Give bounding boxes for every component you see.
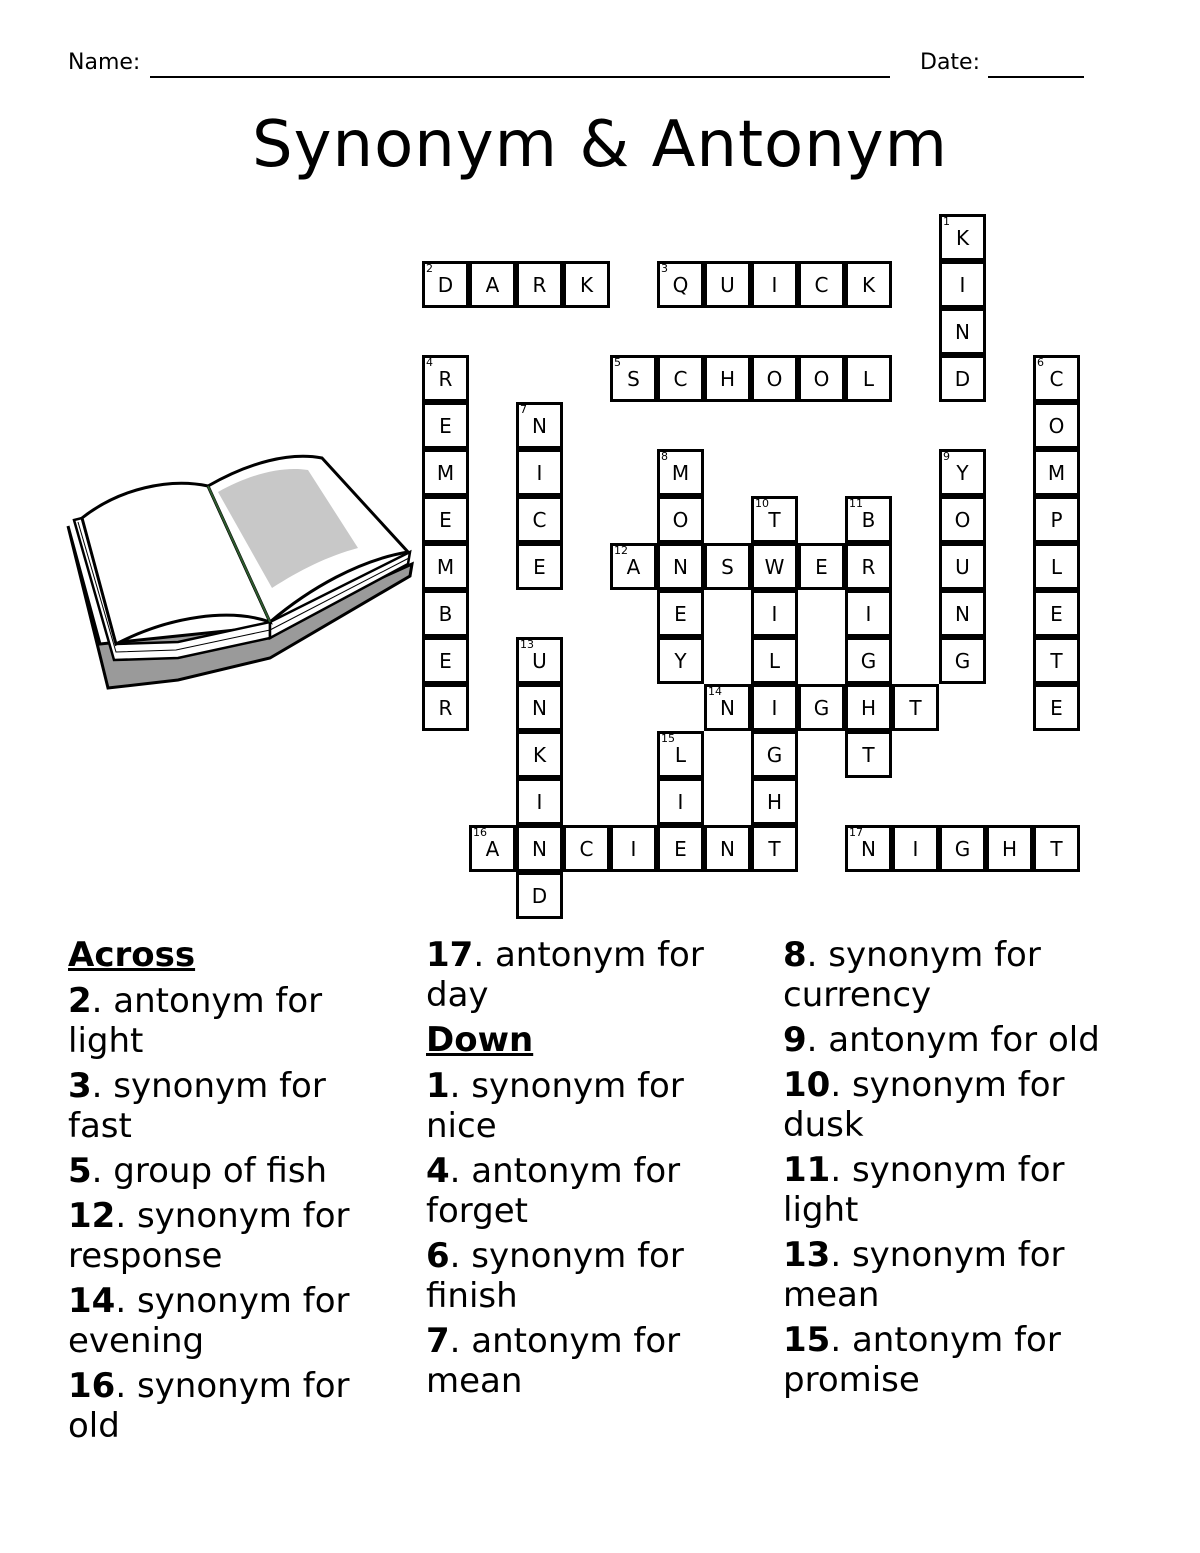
crossword-cell[interactable] <box>704 684 751 731</box>
crossword-cell[interactable] <box>469 261 516 308</box>
crossword-cell[interactable] <box>422 590 469 637</box>
name-label: Name: <box>68 50 141 75</box>
cell-letter: P <box>1050 508 1063 532</box>
cell-letter: G <box>766 743 783 767</box>
cell-letter: C <box>579 837 594 861</box>
cell-letter: I <box>677 790 684 814</box>
cell-letter: O <box>813 367 830 391</box>
clue-item: 4. antonym for forget <box>426 1151 681 1231</box>
cell-letter: E <box>533 555 546 579</box>
cell-letter: C <box>814 273 829 297</box>
cell-letter: H <box>719 367 736 391</box>
cell-letter: O <box>954 508 971 532</box>
cell-letter: N <box>955 320 970 344</box>
cell-letter: D <box>437 273 454 297</box>
cell-letter: K <box>579 273 594 297</box>
clue-item-number: 14 <box>68 1281 116 1321</box>
clue-item-text: antonym for forget <box>426 1151 681 1231</box>
clue-item: 13. synonym for mean <box>783 1235 1065 1315</box>
crossword-cell[interactable] <box>751 825 798 872</box>
clues-column-2 <box>426 935 756 1406</box>
crossword-cell[interactable] <box>657 637 704 684</box>
crossword-cell[interactable] <box>939 355 986 402</box>
clue-item: 6. synonym for finish <box>426 1236 684 1316</box>
crossword-cell[interactable] <box>422 355 469 402</box>
clue-item-text: antonym for old <box>828 1020 1100 1060</box>
crossword-cell[interactable] <box>704 355 751 402</box>
crossword-cell[interactable] <box>657 261 704 308</box>
cell-letter: Y <box>956 461 969 485</box>
crossword-cell[interactable] <box>422 637 469 684</box>
clue-item-number: 2 <box>68 981 92 1021</box>
clue-number: 17 <box>849 826 863 839</box>
crossword-cell[interactable] <box>1033 402 1080 449</box>
crossword-cell[interactable] <box>422 543 469 590</box>
crossword-cell[interactable] <box>845 355 892 402</box>
cell-letter: H <box>766 790 783 814</box>
crossword-cell[interactable] <box>563 825 610 872</box>
crossword-cell[interactable] <box>845 684 892 731</box>
cell-letter: E <box>815 555 828 579</box>
cell-letter: M <box>1047 461 1066 485</box>
crossword-cell[interactable] <box>516 872 563 919</box>
crossword-cell[interactable] <box>939 308 986 355</box>
cell-letter: L <box>862 367 875 391</box>
crossword-cell[interactable] <box>1033 355 1080 402</box>
cell-letter: E <box>674 837 687 861</box>
across-clue-list <box>68 981 398 1446</box>
crossword-cell[interactable] <box>704 261 751 308</box>
crossword-cell[interactable] <box>1033 637 1080 684</box>
cell-letter: L <box>674 743 687 767</box>
clue-number: 13 <box>520 638 534 651</box>
cell-letter: I <box>536 790 543 814</box>
crossword-cell[interactable] <box>610 825 657 872</box>
crossword-cell[interactable] <box>422 449 469 496</box>
cell-letter: T <box>862 743 875 767</box>
crossword-cell[interactable] <box>845 825 892 872</box>
crossword-cell[interactable] <box>657 496 704 543</box>
crossword-cell[interactable] <box>516 261 563 308</box>
crossword-cell[interactable] <box>939 543 986 590</box>
page-title: Synonym & Antonym <box>252 108 948 182</box>
across-heading: Across <box>68 935 196 975</box>
across-clue-list-continued <box>426 935 756 1015</box>
clue-item-number: 9 <box>783 1020 807 1060</box>
crossword-cell[interactable] <box>751 637 798 684</box>
clue-item-number: 4 <box>426 1151 450 1191</box>
crossword-cell[interactable] <box>751 261 798 308</box>
cell-letter: E <box>1050 602 1063 626</box>
clue-number: 4 <box>426 356 433 369</box>
crossword-cell[interactable] <box>939 261 986 308</box>
crossword-cell[interactable] <box>751 731 798 778</box>
clue-item-number: 15 <box>783 1320 831 1360</box>
down-clue-list-continued <box>783 935 1113 1400</box>
cell-letter: E <box>674 602 687 626</box>
cell-letter: K <box>955 226 970 250</box>
crossword-cell[interactable] <box>1033 496 1080 543</box>
crossword-cell[interactable] <box>704 825 751 872</box>
cell-letter: T <box>909 696 922 720</box>
clue-item-number: 5 <box>68 1151 92 1191</box>
clue-item: 14. synonym for evening <box>68 1281 350 1361</box>
crossword-cell[interactable] <box>516 402 563 449</box>
clue-item-text: antonym for day <box>426 935 704 1015</box>
clue-number: 11 <box>849 497 863 510</box>
cell-letter: I <box>865 602 872 626</box>
cell-letter: I <box>536 461 543 485</box>
clue-item-text: synonym for finish <box>426 1236 684 1316</box>
clue-item-text: synonym for fast <box>68 1066 326 1146</box>
cell-letter: N <box>673 555 688 579</box>
crossword-cell[interactable] <box>939 590 986 637</box>
clue-number: 10 <box>755 497 769 510</box>
crossword-cell[interactable] <box>1033 684 1080 731</box>
crossword-cell[interactable] <box>892 684 939 731</box>
clue-item-text: antonym for light <box>68 981 323 1061</box>
clue-number: 16 <box>473 826 487 839</box>
cell-letter: S <box>627 367 640 391</box>
cell-letter: N <box>532 837 547 861</box>
crossword-cell[interactable] <box>751 778 798 825</box>
clue-number: 6 <box>1037 356 1044 369</box>
cell-letter: M <box>436 555 455 579</box>
crossword-cell[interactable] <box>939 825 986 872</box>
crossword-cell[interactable] <box>657 825 704 872</box>
cell-letter: G <box>954 649 971 673</box>
clue-item: 10. synonym for dusk <box>783 1065 1065 1145</box>
cell-letter: M <box>436 461 455 485</box>
clue-number: 12 <box>614 544 628 557</box>
cell-letter: U <box>955 555 970 579</box>
crossword-cell[interactable] <box>422 684 469 731</box>
clue-item: 1. synonym for nice <box>426 1066 684 1146</box>
cell-letter: H <box>1001 837 1018 861</box>
crossword-cell[interactable] <box>845 731 892 778</box>
crossword-cell[interactable] <box>610 355 657 402</box>
cell-letter: U <box>532 649 547 673</box>
cell-letter: L <box>768 649 781 673</box>
crossword-cell[interactable] <box>469 825 516 872</box>
clue-item-text: synonym for mean <box>783 1235 1065 1315</box>
clue-item: 9. antonym for old <box>783 1020 1100 1060</box>
crossword-cell[interactable] <box>939 637 986 684</box>
clue-item-text: synonym for light <box>783 1150 1065 1230</box>
cell-letter: N <box>861 837 876 861</box>
cell-letter: I <box>912 837 919 861</box>
cell-letter: B <box>438 602 453 626</box>
clue-item: 5. group of fish <box>68 1151 328 1191</box>
cell-letter: I <box>771 696 778 720</box>
cell-letter: T <box>1050 837 1063 861</box>
clue-item: 15. antonym for promise <box>783 1320 1061 1400</box>
cell-letter: I <box>771 273 778 297</box>
clue-number: 14 <box>708 685 722 698</box>
cell-letter: G <box>813 696 830 720</box>
clue-item-number: 13 <box>783 1235 831 1275</box>
clue-item-number: 1 <box>426 1066 450 1106</box>
cell-letter: I <box>959 273 966 297</box>
crossword-cell[interactable] <box>563 261 610 308</box>
cell-letter: L <box>1050 555 1063 579</box>
cell-letter: I <box>630 837 637 861</box>
clue-item: 7. antonym for mean <box>426 1321 681 1401</box>
cell-letter: D <box>531 884 548 908</box>
cell-letter: M <box>671 461 690 485</box>
crossword-cell[interactable] <box>657 355 704 402</box>
clue-number: 15 <box>661 732 675 745</box>
cell-letter: B <box>861 508 876 532</box>
clue-item-text: synonym for old <box>68 1366 350 1446</box>
crossword-cell[interactable] <box>1033 825 1080 872</box>
crossword-cell[interactable] <box>751 543 798 590</box>
clue-item: 2. antonym for light <box>68 981 323 1061</box>
clue-item-text: synonym for dusk <box>783 1065 1065 1145</box>
cell-letter: U <box>720 273 735 297</box>
down-heading: Down <box>426 1020 534 1060</box>
crossword-cell[interactable] <box>751 355 798 402</box>
clue-item-number: 17 <box>426 935 474 975</box>
cell-letter: N <box>955 602 970 626</box>
clue-number: 1 <box>943 215 950 228</box>
cell-letter: E <box>439 649 452 673</box>
cell-letter: C <box>673 367 688 391</box>
cell-letter: O <box>672 508 689 532</box>
cell-letter: O <box>1048 414 1065 438</box>
crossword-cell[interactable] <box>657 543 704 590</box>
cell-letter: E <box>439 508 452 532</box>
clues-column-1 <box>68 935 398 1451</box>
cell-letter: R <box>532 273 547 297</box>
cell-letter: I <box>771 602 778 626</box>
crossword-cell[interactable] <box>422 496 469 543</box>
crossword-cell[interactable] <box>516 637 563 684</box>
crossword-cell[interactable] <box>657 449 704 496</box>
crossword-cell[interactable] <box>516 825 563 872</box>
crossword-cell[interactable] <box>1033 543 1080 590</box>
cell-letter: A <box>485 273 500 297</box>
clue-item-number: 11 <box>783 1150 831 1190</box>
crossword-cell[interactable] <box>939 214 986 261</box>
crossword-cell[interactable] <box>751 590 798 637</box>
crossword-cell[interactable] <box>751 684 798 731</box>
crossword-cell[interactable] <box>986 825 1033 872</box>
crossword-cell[interactable] <box>845 261 892 308</box>
crossword-cell[interactable] <box>516 543 563 590</box>
crossword-cell[interactable] <box>516 496 563 543</box>
crossword-cell[interactable] <box>798 543 845 590</box>
clue-item-text: antonym for mean <box>426 1321 681 1401</box>
crossword-cell[interactable] <box>798 261 845 308</box>
cell-letter: N <box>532 696 547 720</box>
cell-letter: S <box>721 555 734 579</box>
clues-column-3 <box>783 935 1113 1405</box>
clue-item: 3. synonym for fast <box>68 1066 326 1146</box>
clue-item: 11. synonym for light <box>783 1150 1065 1230</box>
crossword-cell[interactable] <box>516 731 563 778</box>
cell-letter: T <box>1050 649 1063 673</box>
clue-item-text: group of fish <box>113 1151 328 1191</box>
cell-letter: G <box>860 649 877 673</box>
crossword-cell[interactable] <box>1033 590 1080 637</box>
cell-letter: T <box>768 508 781 532</box>
clue-item-text: synonym for response <box>68 1196 350 1276</box>
cell-letter: R <box>861 555 876 579</box>
cell-letter: C <box>1049 367 1064 391</box>
clue-item-number: 8 <box>783 935 807 975</box>
cell-letter: Q <box>672 273 689 297</box>
cell-letter: R <box>438 367 453 391</box>
crossword-cell[interactable] <box>845 590 892 637</box>
crossword-cell[interactable] <box>798 355 845 402</box>
cell-letter: T <box>768 837 781 861</box>
crossword-cell[interactable] <box>1033 449 1080 496</box>
crossword-cell[interactable] <box>704 543 751 590</box>
down-clue-list <box>426 1066 756 1401</box>
cell-letter: G <box>954 837 971 861</box>
crossword-cell[interactable] <box>751 496 798 543</box>
crossword-cell[interactable] <box>422 261 469 308</box>
clue-item-number: 6 <box>426 1236 450 1276</box>
crossword-cell[interactable] <box>657 778 704 825</box>
cell-letter: W <box>764 555 785 579</box>
crossword-cell[interactable] <box>657 590 704 637</box>
clue-number: 9 <box>943 450 950 463</box>
crossword-cell[interactable] <box>516 449 563 496</box>
crossword-cell[interactable] <box>939 449 986 496</box>
crossword-cell[interactable] <box>516 778 563 825</box>
clue-item: 8. synonym for currency <box>783 935 1041 1015</box>
clue-item-number: 7 <box>426 1321 450 1361</box>
clue-item-text: synonym for nice <box>426 1066 684 1146</box>
crossword-cell[interactable] <box>610 543 657 590</box>
clue-item-number: 12 <box>68 1196 116 1236</box>
clue-number: 7 <box>520 403 527 416</box>
cell-letter: O <box>766 367 783 391</box>
cell-letter: K <box>861 273 876 297</box>
cell-letter: K <box>532 743 547 767</box>
clue-item-number: 10 <box>783 1065 831 1105</box>
clue-number: 3 <box>661 262 668 275</box>
crossword-cell[interactable] <box>516 684 563 731</box>
cell-letter: Y <box>674 649 687 673</box>
cell-letter: H <box>860 696 877 720</box>
clue-item-number: 3 <box>68 1066 92 1106</box>
clue-item: 12. synonym for response <box>68 1196 350 1276</box>
cell-letter: E <box>439 414 452 438</box>
crossword-cell[interactable] <box>657 731 704 778</box>
cell-letter: N <box>532 414 547 438</box>
clue-item-text: synonym for evening <box>68 1281 350 1361</box>
cell-letter: C <box>532 508 547 532</box>
cell-letter: D <box>954 367 971 391</box>
cell-letter: A <box>626 555 641 579</box>
date-label: Date: <box>920 50 980 75</box>
crossword-cell[interactable] <box>845 543 892 590</box>
cell-letter: R <box>438 696 453 720</box>
clue-item: 16. synonym for old <box>68 1366 350 1446</box>
cell-letter: E <box>1050 696 1063 720</box>
clue-item: 17. antonym for day <box>426 935 704 1015</box>
clue-item-text: antonym for promise <box>783 1320 1061 1400</box>
clue-number: 5 <box>614 356 621 369</box>
cell-letter: N <box>720 696 735 720</box>
crossword-cell[interactable] <box>422 402 469 449</box>
cell-letter: A <box>485 837 500 861</box>
clue-number: 2 <box>426 262 433 275</box>
clue-item-text: synonym for currency <box>783 935 1041 1015</box>
crossword-cell[interactable] <box>798 684 845 731</box>
crossword-cell[interactable] <box>845 637 892 684</box>
clue-item-number: 16 <box>68 1366 116 1406</box>
cell-letter: N <box>720 837 735 861</box>
crossword-cell[interactable] <box>939 496 986 543</box>
clue-number: 8 <box>661 450 668 463</box>
crossword-cell[interactable] <box>845 496 892 543</box>
crossword-cell[interactable] <box>892 825 939 872</box>
